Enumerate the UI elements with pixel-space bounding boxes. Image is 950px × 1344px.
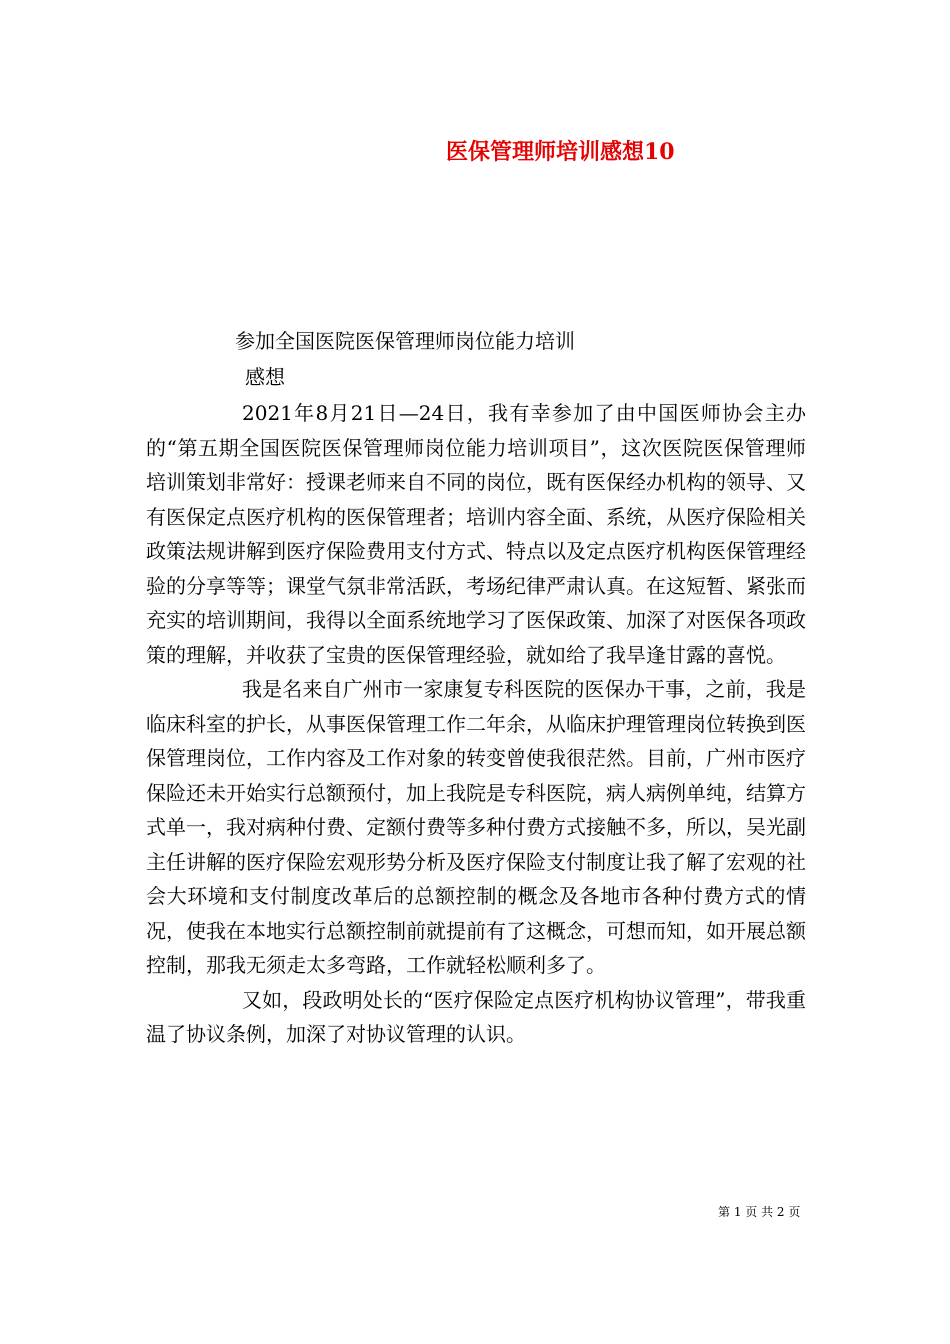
page-number-footer: 第 1 页 共 2 页 [718,1205,801,1219]
paragraph-3: 又如，段政明处长的“医疗保险定点医疗机构协议管理”，带我重温了协议条例，加深了对协议管理的认识。 [146,987,806,1046]
document-title: 医保管理师培训感想10 [446,139,675,165]
paragraph-2: 我是名来自广州市一家康复专科医院的医保办干事，之前，我是临床科室的护长，从事医保管理工作二年余，从临床护理管理岗位转换到医保管理岗位，工作内容及工作对象的转变曾使我很茫然。目前，广州市医疗保险还未开始实行总额预付，加上我院是专科医院，病人病例单纯，结算方式单一，我对病种付费、定额付费等多种付费方式接触不多，所以，吴光副主任讲解的医疗保险宏观形势分析及医疗保险支付制度让我了解了宏观的社会大环境和支付制度改革后的总额控制的概念及各地市各种付费方式的情况，使我在本地实行总额控制前就提前有了这概念，可想而知，如开展总额控制，那我无须走太多弯路，工作就轻松顺利多了。 [146,677,806,977]
subtitle-line-2: 感想 [245,365,285,389]
subtitle-line-1: 参加全国医院医保管理师岗位能力培训 [235,329,575,353]
body-text [146,396,806,1052]
paragraph-1: 2021年8月21日—24日，我有幸参加了由中国医师协会主办的“第五期全国医院医保管理师岗位能力培训项目”，这次医院医保管理师培训策划非常好：授课老师来自不同的岗位，既有医保经办机构的领导、又有医保定点医疗机构的医保管理者；培训内容全面、系统，从医疗保险相关政策法规讲解到医疗保险费用支付方式、特点以及定点医疗机构医保管理经验的分享等等；课堂气氛非常活跃，考场纪律严肃认真。在这短暂、紧张而充实的培训期间，我得以全面系统地学习了医保政策、加深了对医保各项政策的理解，并收获了宝贵的医保管理经验，就如给了我旱逢甘露的喜悦。 [146,401,806,667]
